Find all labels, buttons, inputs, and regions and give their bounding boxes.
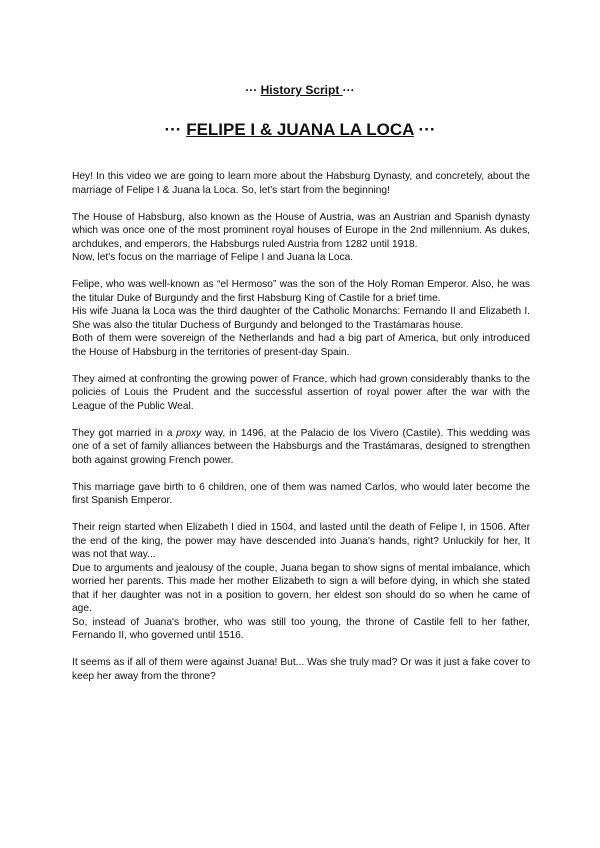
paragraph-juana: His wife Juana la Loca was the third daughter of the Catholic Monarchs: Fernando II and Elizabeth I. She was also the titular Duchess of Burgundy and belonged to the Trastámaras house.: [72, 306, 530, 331]
paragraph-intro: Hey! In this video we are going to learn more about the Habsburg Dynasty, and concretely, about the marriage of Felipe I & Juana la Loca. So, let's start from the beginning!: [72, 171, 530, 196]
paragraph-reign: Their reign started when Elizabeth I died in 1504, and lasted until the death of Felipe I, in 1506. After the end of the king, the power may have descended into Juana's hands, right? Unluckily for her, It was not that way...: [72, 522, 530, 560]
subtitle-prefix: ···: [245, 83, 261, 97]
married-text-before: They got married in a: [72, 427, 177, 439]
document-body: [72, 170, 530, 697]
subtitle-text: History Script: [260, 83, 343, 97]
paragraph-question: It seems as if all of them were against Juana! But... Was she truly mad? Or was it just a fake cover to keep her away from the throne?: [72, 657, 530, 682]
title-suffix: ···: [413, 120, 436, 139]
paragraph-arguments: Due to arguments and jealousy of the couple, Juana began to show signs of mental imbalance, which worried her parents. This made her mother Elizabeth to sign a will before dying, in which she stated that if her daughter was not in a position to govern, her eldest son should do so when he came of age.: [72, 562, 530, 614]
married-text-emphasis: proxy: [176, 427, 202, 439]
married-text-after: way, in 1496, at the Palacio de los Vivero (Castile). This wedding was one of a set of family alliances between the Habsburgs and the Trastámaras, designed to strengthen both against growing French power.: [72, 427, 530, 466]
paragraph-felipe: Felipe, who was well-known as “el Hermoso” was the son of the Holy Roman Emperor. Also, he was the titular Duke of Burgundy and the first Habsburg King of Castile for a brief time.: [72, 279, 530, 304]
paragraph-france: They aimed at confronting the growing power of France, which had grown considerably thanks to the policies of Louis the Prudent and the successful assertion of royal power after the war with the League of the Public Weal.: [72, 373, 530, 412]
title-prefix: ···: [164, 120, 187, 139]
paragraph-children: This marriage gave birth to 6 children, one of them was named Carlos, who would later become the first Spanish Emperor.: [72, 481, 530, 506]
paragraph-both: Both of them were sovereign of the Netherlands and had a big part of America, but only introduced the House of Habsburg in the territories of present-day Spain.: [72, 333, 530, 358]
document-title: [0, 120, 600, 140]
paragraph-throne: So, instead of Juana's brother, who was still too young, the throne of Castile fell to her father, Fernando II, who governed until 1516.: [72, 616, 530, 641]
subtitle-suffix: ···: [342, 83, 355, 97]
document-subtitle: [0, 83, 600, 97]
paragraph-focus: Now, let's focus on the marriage of Felipe I and Juana la Loca.: [72, 252, 354, 263]
paragraph-habsburg: The House of Habsburg, also known as the House of Austria, was an Austrian and Spanish dynasty which was once one of the most prominent royal houses of Europe in the 2nd millennium. As dukes, archdukes, and emperors, the Habsburgs ruled Austria from 1282 until 1918.: [72, 211, 530, 250]
title-text: FELIPE I & JUANA LA LOCA: [186, 120, 414, 139]
paragraph-married: [72, 427, 530, 468]
